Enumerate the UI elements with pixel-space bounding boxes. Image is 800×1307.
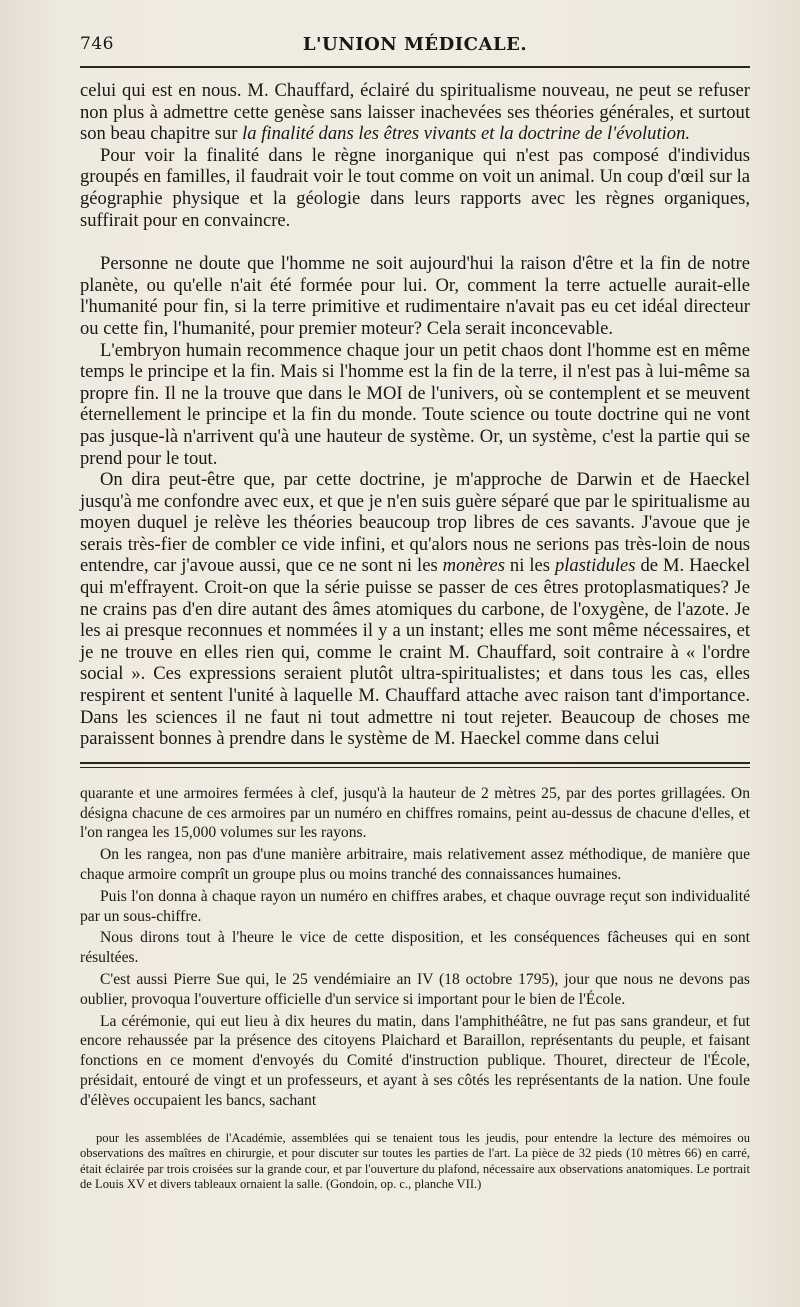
feuilleton-paragraph-4: Nous dirons tout à l'heure le vice de cette disposition, et les conséquences fâcheuses qui en sont résultées.	[80, 929, 750, 967]
feuilleton-section	[80, 784, 750, 1111]
main-article	[80, 80, 750, 750]
footnote	[80, 1131, 750, 1193]
paragraph-5: On dira peut-être que, par cette doctrine, je m'approche de Darwin et de Haeckel jusqu'à me confondre avec eux, et que je n'en suis guère séparé que par le spiritualisme au moyen duquel je relève les théories beaucoup trop libres de ces savants. J'avoue que je serais très-fier de combler ce vide infini, et qu'alors nous ne serions pas très-loin de nous entendre, car j'avoue aussi, que ce ne sont ni les monères ni les plastidules de M. Haeckel qui m'effrayent. Croit-on que la série puisse se passer de ces êtres protoplasmatiques? Je ne crains pas d'en dire autant des âmes atomiques du carbone, de l'oxygène, de l'azote. Je les ai presque reconnues et nommées il y a un instant; elles me sont même nécessaires, et je ne trouve en elles rien qui, comme le craint M. Chauffard, soit contraire à « l'ordre social ». Ces expressions seraient plutôt ultra-spiritualistes; et dans tous les cas, elles respirent et sentent l'unité à laquelle M. Chauffard attache avec raison tant d'importance. Dans les sciences il ne faut ni tout admettre ni tout rejeter. Beaucoup de choses me paraissent bonnes à prendre dans le système de M. Haeckel comme dans celui	[80, 469, 751, 750]
paragraph-1: celui qui est en nous. M. Chauffard, éclairé du spiritualisme nouveau, ne peut se refuser non plus à admettre cette genèse sans laisser inachevées ses théories générales, et surtout son beau chapitre sur la finalité dans les êtres vivants et la doctrine de l'évolution.	[80, 80, 750, 145]
header-rule	[80, 66, 750, 68]
page-number: 746	[80, 34, 114, 54]
footnote-text: pour les assemblées de l'Académie, assemblées qui se tenaient tous les jeudis, pour entendre la lecture des mémoires ou observations des maîtres en chirurgie, et pour discuter sur toutes les parties de l'art. La pièce de 32 pieds (10 mètres 66) en carré, était éclairée par trois croisées sur la grande cour, et par l'ouverture du plafond, nécessaire aux observations anatomiques. Le portrait de Louis XV et divers tableaux ornaient la salle. (Gondoin, op. c., planche VII.)	[80, 1130, 750, 1192]
running-head	[80, 34, 750, 60]
feuilleton-paragraph-3: Puis l'on donna à chaque rayon un numéro en chiffres arabes, et chaque ouvrage reçut son individualité par un sous-chiffre.	[80, 887, 750, 925]
feuilleton-paragraph-6: La cérémonie, qui eut lieu à dix heures du matin, dans l'amphithéâtre, ne fut pas sans grandeur, et fut encore rehaussée par la présence des citoyens Plaichard et Baraillon, représentants du peuple, et faisant fonctions en ce moment d'envoyés du Comité d'instruction publique. Thouret, directeur de l'École, présidait, entouré de vingt et un professeurs, et ayant à ses côtés les représentants de la nation. Une foule d'élèves occupaient les bancs, sachant	[80, 1012, 750, 1109]
paragraph-3: Personne ne doute que l'homme ne soit aujourd'hui la raison d'être et la fin de notre planète, ou qu'elle n'ait été formée pour lui. Or, comment la terre actuelle aurait-elle l'humanité pour fin, si la terre primitive et rudimentaire n'avait pas eu cet idéal directeur ou cette fin, l'humanité, pour premier moteur? Cela serait inconcevable.	[80, 253, 750, 339]
feuilleton-separator	[80, 762, 750, 768]
feuilleton-paragraph-2: On les rangea, non pas d'une manière arbitraire, mais relativement assez méthodique, de manière que chaque armoire comprît un groupe plus ou moins tranché des connaissances humaines.	[80, 846, 750, 883]
paragraph-4: L'embryon humain recommence chaque jour un petit chaos dont l'homme est en même temps le principe et la fin. Mais si l'homme est la fin de la terre, il n'est pas à lui-même sa propre fin. Il ne la trouve que dans le MOI de l'univers, où se contemplent et se meuvent éternellement le principe et la fin du monde. Toute science ou toute doctrine qui ne vont pas jusque-là n'arrivent qu'à une hauteur de système. Or, un système, c'est la partie qui se prend pour le tout.	[80, 339, 750, 469]
feuilleton-paragraph-1: quarante et une armoires fermées à clef, jusqu'à la hauteur de 2 mètres 25, par des portes grillagées. On désigna chacune de ces armoires par un numéro en chiffres romains, peint au-dessus de chacune d'elles, et l'on rangea les 15,000 volumes sur les rayons.	[80, 784, 750, 842]
paragraph-2: Pour voir la finalité dans le règne inorganique qui n'est pas composé d'individus groupés en familles, il faudrait voir le tout comme on voit un animal. Un coup d'œil sur la géographie physique et la géologie dans leurs rapports avec les règnes organiques, suffirait pour en convaincre.	[80, 144, 750, 231]
journal-title: L'UNION MÉDICALE.	[302, 34, 528, 55]
feuilleton-paragraph-5: C'est aussi Pierre Sue qui, le 25 vendémiaire an IV (18 octobre 1795), jour que nous ne devons pas oublier, provoqua l'ouverture officielle d'un service si important pour le bien de l'École.	[80, 970, 750, 1008]
